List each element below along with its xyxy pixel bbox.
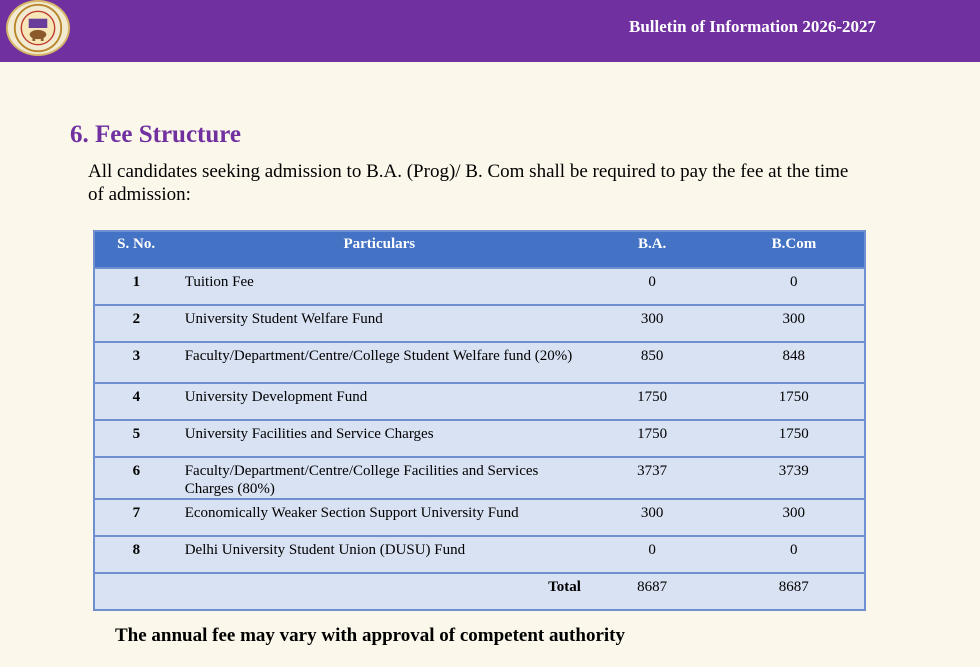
university-seal-icon [6,0,70,56]
row-sno: 2 [94,305,178,342]
row-particular: Economically Weaker Section Support University Fund [178,499,581,536]
total-bcom-fee: 8687 [723,573,865,610]
row-bcom-fee: 0 [723,536,865,573]
fee-footnote: The annual fee may vary with approval of competent authority [115,625,625,646]
row-particular: Faculty/Department/Centre/College Student Welfare fund (20%) [178,342,581,383]
row-sno: 6 [94,457,178,499]
row-bcom-fee: 848 [723,342,865,383]
row-bcom-fee: 0 [723,268,865,305]
row-particular: University Development Fund [178,383,581,420]
row-particular: Tuition Fee [178,268,581,305]
row-ba-fee: 0 [581,268,723,305]
table-row [94,268,865,305]
section-title: 6. Fee Structure [70,121,242,148]
table-row [94,342,865,383]
table-row [94,536,865,573]
row-sno: 3 [94,342,178,383]
table-header-row [94,231,865,268]
total-ba-fee: 8687 [581,573,723,610]
row-ba-fee: 3737 [581,457,723,499]
bulletin-title: Bulletin of Information 2026-2027 [629,17,876,36]
column-header-sno: S. No. [94,231,178,268]
row-sno: 8 [94,536,178,573]
table-row [94,457,865,499]
row-sno: 4 [94,383,178,420]
row-particular: Faculty/Department/Centre/College Facilities and Services Charges (80%) [178,457,581,499]
total-row-sno [94,573,178,610]
row-particular: University Facilities and Service Charges [178,420,581,457]
row-bcom-fee: 1750 [723,383,865,420]
row-particular: University Student Welfare Fund [178,305,581,342]
column-header-particulars: Particulars [178,231,581,268]
total-label: Total [178,573,581,610]
table-row [94,420,865,457]
row-ba-fee: 300 [581,499,723,536]
row-sno: 5 [94,420,178,457]
row-particular: Delhi University Student Union (DUSU) Fund [178,536,581,573]
fee-structure-table [93,230,866,611]
table-row [94,383,865,420]
row-ba-fee: 850 [581,342,723,383]
row-bcom-fee: 300 [723,499,865,536]
column-header-ba: B.A. [581,231,723,268]
row-ba-fee: 1750 [581,420,723,457]
row-ba-fee: 0 [581,536,723,573]
row-bcom-fee: 1750 [723,420,865,457]
section-intro: All candidates seeking admission to B.A. (Prog)/ B. Com shall be required to pay the fee at the time of admission: [88,161,849,205]
page-header [0,0,980,62]
row-bcom-fee: 3739 [723,457,865,499]
row-ba-fee: 300 [581,305,723,342]
table-row [94,305,865,342]
total-row [94,573,865,610]
column-header-bcom: B.Com [723,231,865,268]
row-sno: 1 [94,268,178,305]
row-sno: 7 [94,499,178,536]
row-bcom-fee: 300 [723,305,865,342]
table-row [94,499,865,536]
row-ba-fee: 1750 [581,383,723,420]
